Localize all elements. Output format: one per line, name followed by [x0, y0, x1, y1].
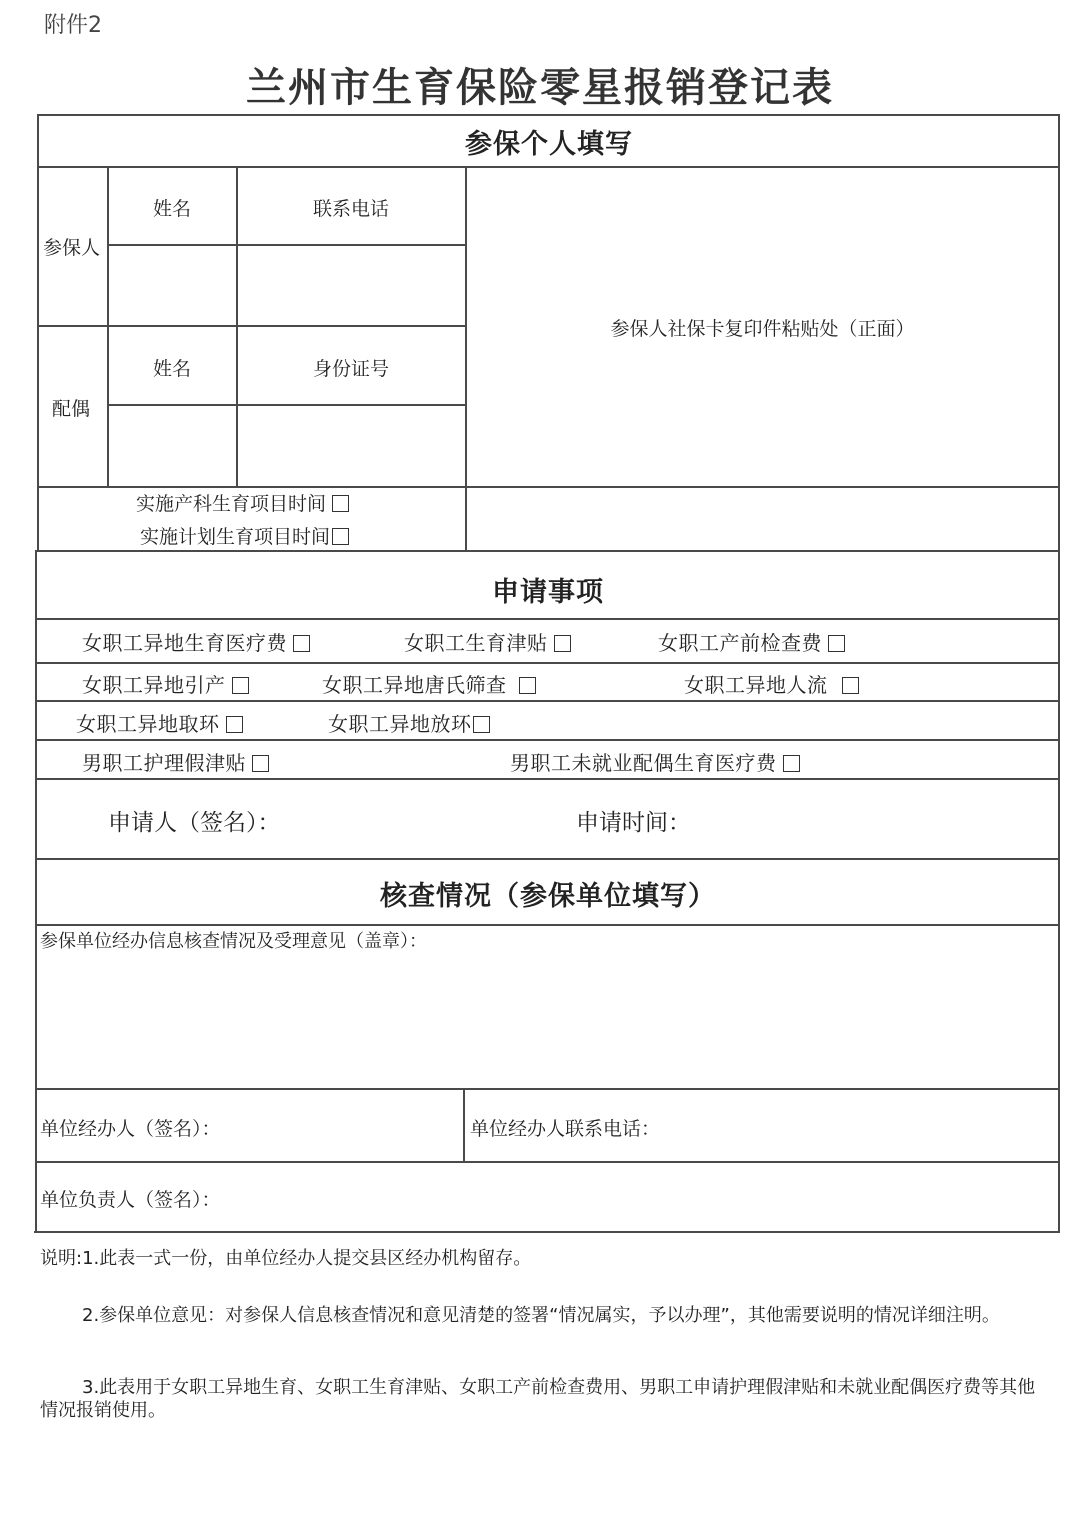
spouse-label: 配偶 [52, 398, 91, 420]
obstetric-time-label: 实施产科生育项目时间 [136, 493, 327, 515]
checkbox[interactable] [842, 677, 859, 694]
apply-time-field[interactable] [690, 794, 1030, 844]
option-remote-iud-removal[interactable] [76, 708, 243, 737]
insured-phone-header: 联系电话 [312, 198, 389, 220]
obstetric-time-checkbox[interactable] [332, 495, 349, 512]
option-spouse-birth-medical[interactable] [510, 747, 800, 776]
checkbox[interactable] [226, 716, 243, 733]
option-label: 女职工异地唐氏筛查 [322, 673, 507, 697]
spouse-name-field[interactable] [110, 408, 234, 482]
social-card-paste-area: 参保人社保卡复印件粘贴处（正面） [610, 318, 915, 340]
form-title: 兰州市生育保险零星报销登记表 [246, 65, 834, 111]
section-title-personal: 参保个人填写 [465, 129, 633, 160]
insured-phone-field[interactable] [240, 248, 462, 322]
checkbox[interactable] [252, 755, 269, 772]
option-paternity-leave-allowance[interactable] [82, 747, 269, 776]
checkbox[interactable] [519, 677, 536, 694]
checkbox[interactable] [232, 677, 249, 694]
section-title-application: 申请事项 [492, 577, 604, 608]
handler-phone-field[interactable] [660, 1100, 1050, 1154]
option-birth-allowance[interactable] [404, 627, 571, 656]
option-label: 女职工异地取环 [76, 712, 220, 736]
option-label: 女职工异地生育医疗费 [82, 631, 287, 655]
option-label: 女职工异地人流 [684, 673, 828, 697]
note-3: 3.此表用于女职工异地生育、女职工生育津贴、女职工产前检查费用、男职工申请护理假津贴和未就业配偶医疗费等其他情况报销使用。 [40, 1377, 1036, 1421]
applicant-signature-label: 申请人（签名）： [108, 810, 281, 836]
spouse-id-header: 身份证号 [312, 358, 389, 380]
applicant-signature-field[interactable] [290, 794, 550, 844]
checkbox[interactable] [293, 635, 310, 652]
option-remote-iud-insertion[interactable] [328, 708, 490, 737]
obstetric-time-row [136, 489, 349, 516]
planning-time-checkbox[interactable] [332, 528, 349, 545]
handler-signature-label: 单位经办人（签名）： [40, 1118, 221, 1140]
leader-signature-label: 单位负责人（签名）： [40, 1189, 221, 1211]
option-label: 女职工异地引产 [82, 673, 226, 697]
attachment-label: 附件2 [44, 13, 102, 38]
leader-signature-field[interactable] [240, 1170, 1040, 1224]
option-label: 女职工产前检查费 [658, 631, 822, 655]
planning-time-label: 实施计划生育项目时间 [140, 526, 331, 548]
option-label: 男职工护理假津贴 [82, 751, 246, 775]
insured-name-field[interactable] [110, 248, 234, 322]
note-1: 说明:1.此表一式一份，由单位经办人提交县区经办机构留存。 [40, 1248, 532, 1269]
unit-opinion-label: 参保单位经办信息核查情况及受理意见（盖章）： [40, 931, 427, 952]
option-prenatal-exam[interactable] [658, 627, 845, 656]
section-title-verification: 核查情况（参保单位填写） [380, 881, 716, 912]
insured-label: 参保人 [43, 237, 101, 259]
spouse-name-header: 姓名 [152, 358, 191, 380]
planning-time-row [140, 522, 349, 549]
checkbox[interactable] [783, 755, 800, 772]
option-label: 女职工生育津贴 [404, 631, 548, 655]
note-2: 2.参保单位意见：对参保人信息核查情况和意见清楚的签署“情况属实，予以办理”，其他需要说明的情况详细注明。 [82, 1305, 1000, 1326]
option-remote-induced-labor[interactable] [82, 669, 249, 698]
apply-time-label: 申请时间： [576, 810, 691, 836]
handler-phone-label: 单位经办人联系电话： [470, 1118, 661, 1140]
spouse-id-field[interactable] [240, 408, 462, 482]
insured-name-header: 姓名 [152, 198, 191, 220]
unit-opinion-field[interactable] [40, 956, 1054, 1084]
checkbox[interactable] [473, 716, 490, 733]
project-time-field[interactable] [469, 490, 1056, 548]
checkbox[interactable] [554, 635, 571, 652]
option-remote-abortion[interactable] [684, 669, 859, 698]
option-label: 男职工未就业配偶生育医疗费 [510, 751, 777, 775]
option-label: 女职工异地放环 [328, 712, 472, 736]
option-remote-birth-medical[interactable] [82, 627, 310, 656]
checkbox[interactable] [828, 635, 845, 652]
option-remote-down-screening[interactable] [322, 669, 536, 698]
